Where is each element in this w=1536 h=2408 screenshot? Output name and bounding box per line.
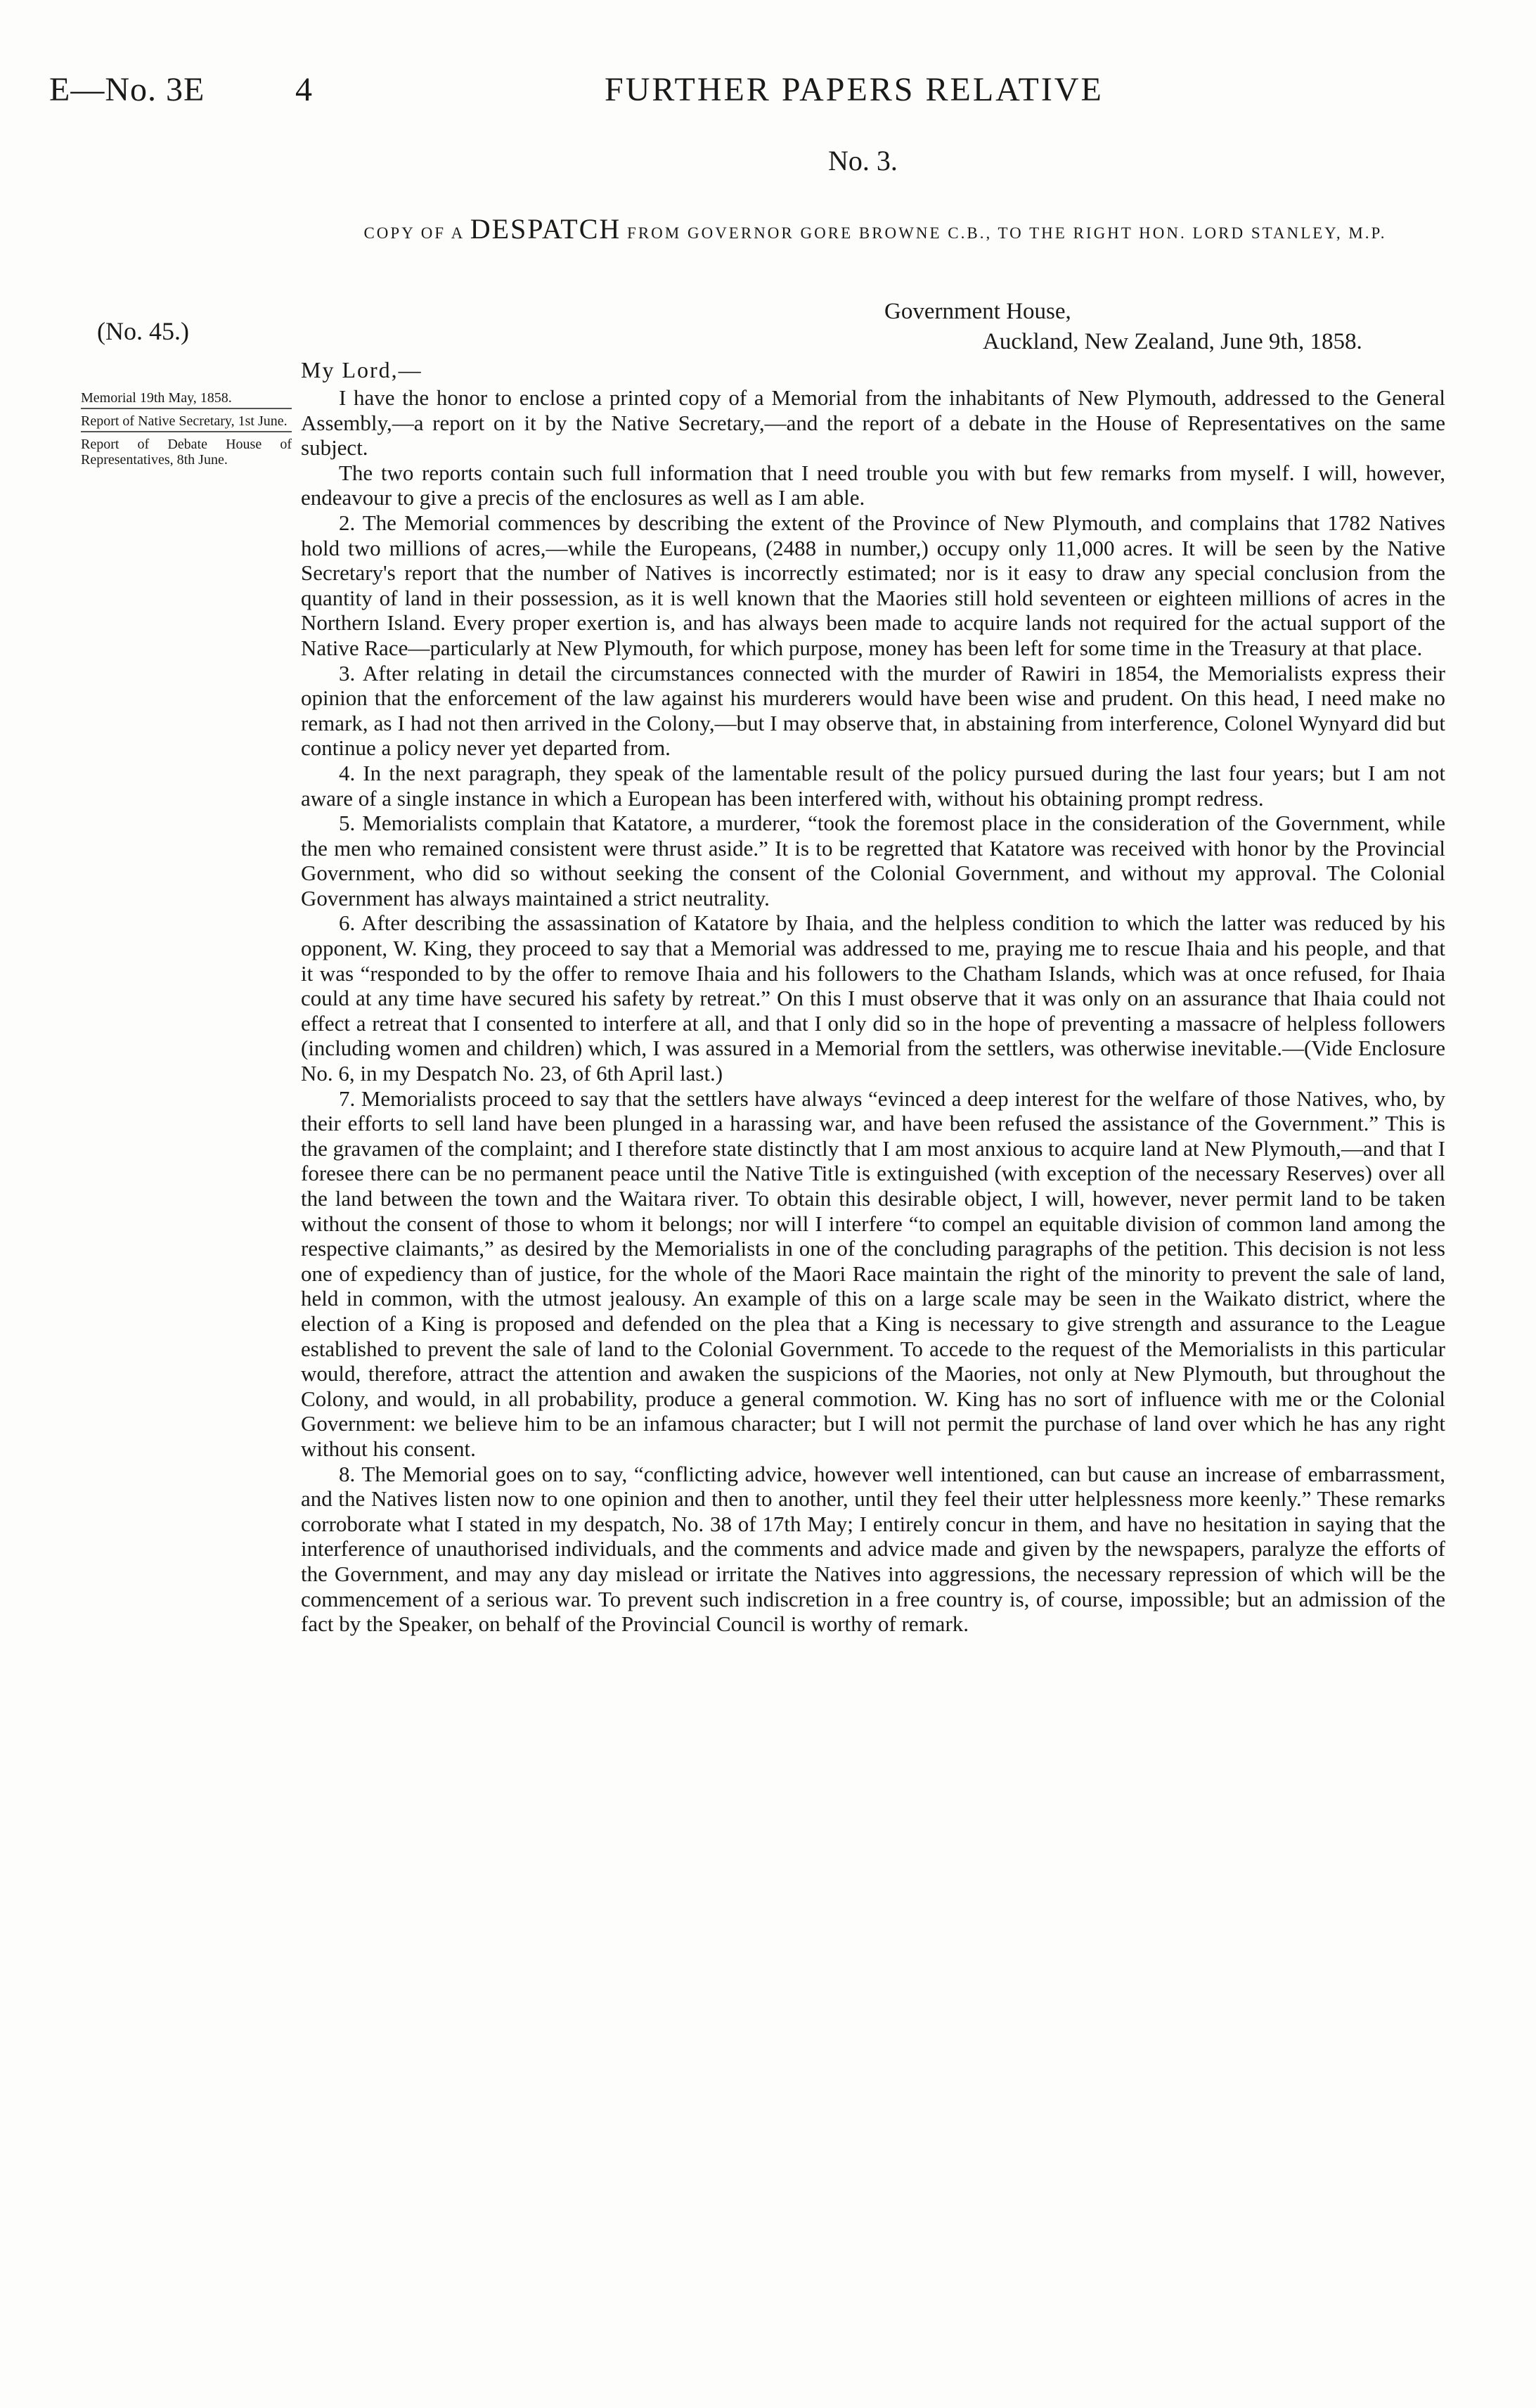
page-number: 4 xyxy=(295,71,313,108)
heading-rest: FROM GOVERNOR GORE BROWNE C.B., TO THE RIGHT HON. LORD STANLEY, M.P. xyxy=(627,224,1387,242)
margin-note: Report of Native Secretary, 1st June. xyxy=(81,413,292,432)
paragraph: 3. After relating in detail the circumstances connected with the murder of Rawiri in 1854, the Memorialists express their opinion that the enforcement of the law against his murderers would have been wise and prudent. On this head, I need make no remark, as I had not then arrived in the Colony,—but I may observe that, in abstaining from interference, Colonel Wynyard did but continue a policy never yet departed from. xyxy=(301,660,1445,761)
paragraph: 4. In the next paragraph, they speak of the lamentable result of the policy pursued during the last four years; but I am not aware of a single instance in which a European has been interfered with, without his obtaining prompt redress. xyxy=(301,760,1445,811)
despatch-number: (No. 45.) xyxy=(97,317,189,345)
heading-emphasis: DESPATCH xyxy=(470,213,621,245)
paragraph: 8. The Memorial goes on to say, “conflicting advice, however well intentioned, can but cause an increase of embarrassment, and the Natives listen now to one opinion and then to another, until they feel their utter helplessness more keenly.” These remarks corroborate what I stated in my despatch, No. 38 of 17th May; I entirely concur in them, and have no hesitation in saying that the interference of unauthorised individuals, and the comments and advice made and given by the newspapers, paralyze the efforts of the Government, and may any day mislead or irritate the Natives into aggressions, the necessary repression of which will be the commencement of a serious war. To prevent such indiscretion in a free country is, of course, impossible; but an admission of the fact by the Speaker, on behalf of the Provincial Council is worthy of remark. xyxy=(301,1461,1445,1637)
paragraph: 5. Memorialists complain that Katatore, a murderer, “took the foremost place in the consideration of the Government, while the men who remained consistent were thrust aside.” It is to be regretted that Katatore was received with honor by the Provincial Government, who did so without seeking the consent of the Colonial Government, and without my approval. The Colonial Government has always maintained a strict neutrality. xyxy=(301,811,1445,910)
header-reference: E—No. 3E xyxy=(49,71,205,108)
paragraph: I have the honor to enclose a printed copy of a Memorial from the inhabitants of New Plymouth, addressed to the General Assembly,—a report on it by the Native Secretary,—and the report of a debate in the House of Representatives on the same subject. xyxy=(301,385,1445,461)
margin-note: Memorial 19th May, 1858. xyxy=(81,390,292,409)
document-number: No. 3. xyxy=(828,145,898,176)
heading-prefix: COPY OF A xyxy=(363,224,464,242)
despatch-heading xyxy=(302,214,1448,248)
salutation: My Lord,— xyxy=(301,357,422,382)
margin-notes xyxy=(81,390,292,474)
paragraph: 7. Memorialists proceed to say that the settlers have always “evinced a deep interest for the welfare of those Natives, who, by their efforts to sell land have been plunged in a harassing war, and have been refused the assistance of the Government.” This is the gravamen of the complaint; and I therefore state distinctly that I am most anxious to acquire land at New Plymouth,—and that I foresee there can be no permanent peace until the Native Title is extinguished (with exception of the necessary Reserves) over all the land between the town and the Waitara river. To obtain this desirable object, I will, however, never permit land to be taken without the consent of those to whom it belongs; nor will I interfere “to compel an equitable division of common land among the respective claimants,” as desired by the Memorialists in one of the concluding paragraphs of the petition. This decision is not less one of expediency than of justice, for the whole of the Maori Race maintain the right of the minority to prevent the sale of land, held in common, with the utmost jealousy. An example of this on a large scale may be seen in the Waikato district, where the election of a King is proposed and defended on the plea that a King is necessary to give strength and assurance to the League established to prevent the sale of land to the Colonial Government. To accede to the request of the Memorialists in this particular would, therefore, attract the attention and awaken the suspicions of the Maories, not only at New Plymouth, but throughout the Colony, and would, in all probability, produce a general commotion. W. King has no sort of influence with me or the Colonial Government: we believe him to be an infamous character; but I will not permit the purchase of land over which he has any right without his consent. xyxy=(301,1086,1445,1461)
paragraph: 6. After describing the assassination of Katatore by Ihaia, and the helpless condition to which the latter was reduced by his opponent, W. King, they proceed to say that a Memorial was addressed to me, praying me to rescue Ihaia and his people, and that it was “responded to by the offer to remove Ihaia and his followers to the Chatham Islands, which was at once refused, for Ihaia could at any time have secured his safety by retreat.” On this I must observe that it was only on an assurance that Ihaia could not effect a retreat that I consented to interfere at all, and that I only did so in the hope of preventing a massacre of helpless followers (including women and children) which, I was assured in a Memorial from the settlers, was otherwise inevitable.—(Vide Enclosure No. 6, in my Despatch No. 23, of 6th April last.) xyxy=(301,910,1445,1086)
address-line-2: Auckland, New Zealand, June 9th, 1858. xyxy=(983,329,1362,354)
address-line-1: Government House, xyxy=(884,299,1071,324)
despatch-body xyxy=(301,385,1445,1637)
paragraph: The two reports contain such full information that I need trouble you with but few remarks from myself. I will, however, endeavour to give a precis of the enclosures as well as I am able. xyxy=(301,460,1445,510)
running-title: FURTHER PAPERS RELATIVE xyxy=(605,71,1104,108)
paragraph: 2. The Memorial commences by describing the extent of the Province of New Plymouth, and complains that 1782 Natives hold two millions of acres,—while the Europeans, (2488 in number,) occupy only 11,000 acres. It will be seen by the Native Secretary's report that the number of Natives is incorrectly estimated; nor is it easy to draw any special conclusion from the quantity of land in their possession, as it is well known that the Maories still hold seventeen or eighteen millions of acres in the Northern Island. Every proper exertion is, and has always been made to acquire lands not required for the actual support of the Native Race—particularly at New Plymouth, for which purpose, money has been left for some time in the Treasury at that place. xyxy=(301,510,1445,660)
margin-note: Report of Debate House of Representatives, 8th June. xyxy=(81,437,292,468)
